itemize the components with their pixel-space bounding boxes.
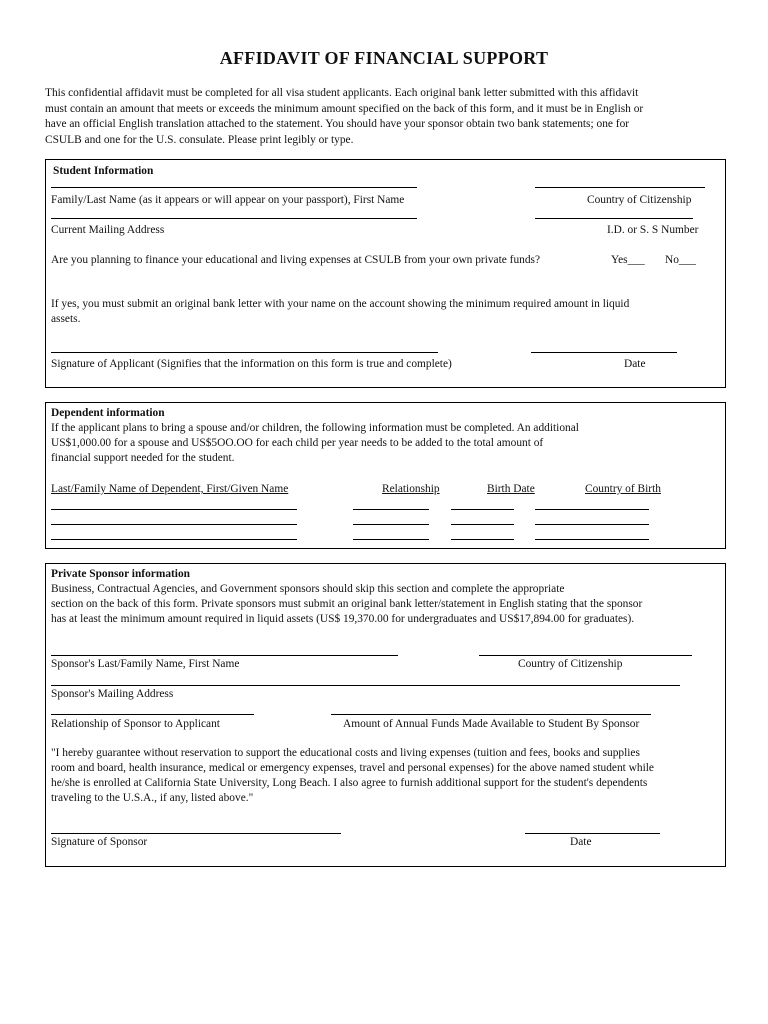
dependent-country-field[interactable] [535,539,649,540]
dependent-information-section [45,402,726,549]
dependent-birth-date-field[interactable] [451,509,514,510]
sponsor-date-field[interactable] [525,833,660,834]
sponsor-signature-field[interactable] [51,833,341,834]
applicant-date-label: Date [624,358,646,370]
private-funds-yes[interactable]: Yes___ [611,254,645,266]
dependent-text-line: financial support needed for the student. [51,452,235,464]
dependent-name-field[interactable] [51,524,297,525]
dependent-birth-date-field[interactable] [451,539,514,540]
sponsor-amount-field[interactable] [331,714,651,715]
dependent-relationship-field[interactable] [353,509,429,510]
guarantee-line: he/she is enrolled at California State University, Long Beach. I also agree to furnish additional support for the student's dependents [51,777,648,789]
sponsor-relationship-label: Relationship of Sponsor to Applicant [51,718,220,730]
column-country-of-birth: Country of Birth [585,483,661,495]
guarantee-line: room and board, health insurance, medical or emergency expenses, travel and personal expenses) for the above named student while [51,762,654,774]
sponsor-name-label: Sponsor's Last/Family Name, First Name [51,658,240,670]
form-title: AFFIDAVIT OF FINANCIAL SUPPORT [219,48,549,68]
sponsor-text-line: has at least the minimum amount required in liquid assets (US$ 19,370.00 for undergraduates and US$17,894.00 for graduates). [51,613,635,625]
applicant-signature-label: Signature of Applicant (Signifies that the information on this form is true and complete) [51,358,452,370]
private-funds-no[interactable]: No___ [665,254,697,266]
student-citizenship-label: Country of Citizenship [587,194,692,206]
guarantee-line: "I hereby guarantee without reservation to support the educational costs and living expenses (tuition and fees, books and supplies [51,747,640,759]
dependent-birth-date-field[interactable] [451,524,514,525]
dependent-relationship-field[interactable] [353,539,429,540]
sponsor-text-line: Business, Contractual Agencies, and Government sponsors should skip this section and complete the appropriate [51,583,565,595]
dependent-heading: Dependent information [51,407,165,419]
column-dependent-name: Last/Family Name of Dependent, First/Given Name [51,483,289,495]
intro-paragraph [45,86,725,148]
sponsor-address-field[interactable] [51,685,680,686]
sponsor-amount-label: Amount of Annual Funds Made Available to Student By Sponsor [343,718,640,730]
sponsor-citizenship-label: Country of Citizenship [518,658,623,670]
sponsor-name-field[interactable] [51,655,398,656]
intro-line: This confidential affidavit must be completed for all visa student applicants. Each original bank letter submitted with this affidavit [45,87,639,99]
student-information-section [45,159,726,388]
applicant-date-field[interactable] [531,352,677,353]
column-relationship: Relationship [382,483,440,495]
bank-letter-note: If yes, you must submit an original bank letter with your name on the account showing the minimum required amount in liquid [51,298,630,310]
dependent-country-field[interactable] [535,509,649,510]
private-sponsor-section [45,563,726,867]
student-citizenship-field[interactable] [535,187,705,188]
dependent-name-field[interactable] [51,509,297,510]
dependent-country-field[interactable] [535,524,649,525]
intro-line: have an official English translation attached to the statement. You should have your sponsor obtain two bank statements; one for [45,118,630,130]
sponsor-heading: Private Sponsor information [51,568,191,580]
student-address-label: Current Mailing Address [51,224,165,236]
sponsor-signature-label: Signature of Sponsor [51,836,148,848]
sponsor-citizenship-field[interactable] [479,655,692,656]
dependent-text-line: If the applicant plans to bring a spouse and/or children, the following information must be completed. An additional [51,422,579,434]
sponsor-relationship-field[interactable] [51,714,254,715]
intro-line: CSULB and one for the U.S. consulate. Please print legibly or type. [45,133,354,146]
student-address-field[interactable] [51,218,417,219]
sponsor-address-label: Sponsor's Mailing Address [51,688,174,700]
intro-line: must contain an amount that meets or exceeds the minimum amount specified on the back of this form, and it must be in English or [45,102,644,115]
sponsor-date-label: Date [570,836,592,848]
dependent-relationship-field[interactable] [353,524,429,525]
student-name-field[interactable] [51,187,417,188]
sponsor-text-line: section on the back of this form. Private sponsors must submit an original bank letter/statement in English stating that the sponsor [51,598,643,610]
bank-letter-note: assets. [51,313,81,325]
dependent-text-line: US$1,000.00 for a spouse and US$5OO.OO for each child per year needs to be added to the total amount of [51,437,544,449]
student-name-label: Family/Last Name (as it appears or will appear on your passport), First Name [51,194,405,206]
student-id-label: I.D. or S. S Number [607,224,699,236]
dependent-name-field[interactable] [51,539,297,540]
private-funds-question: Are you planning to finance your educational and living expenses at CSULB from your own private funds? [51,254,541,266]
column-birth-date: Birth Date [487,483,535,495]
applicant-signature-field[interactable] [51,352,438,353]
student-heading: Student Information [53,165,154,177]
guarantee-line: traveling to the U.S.A., if any, listed above." [51,792,254,804]
student-id-field[interactable] [535,218,693,219]
